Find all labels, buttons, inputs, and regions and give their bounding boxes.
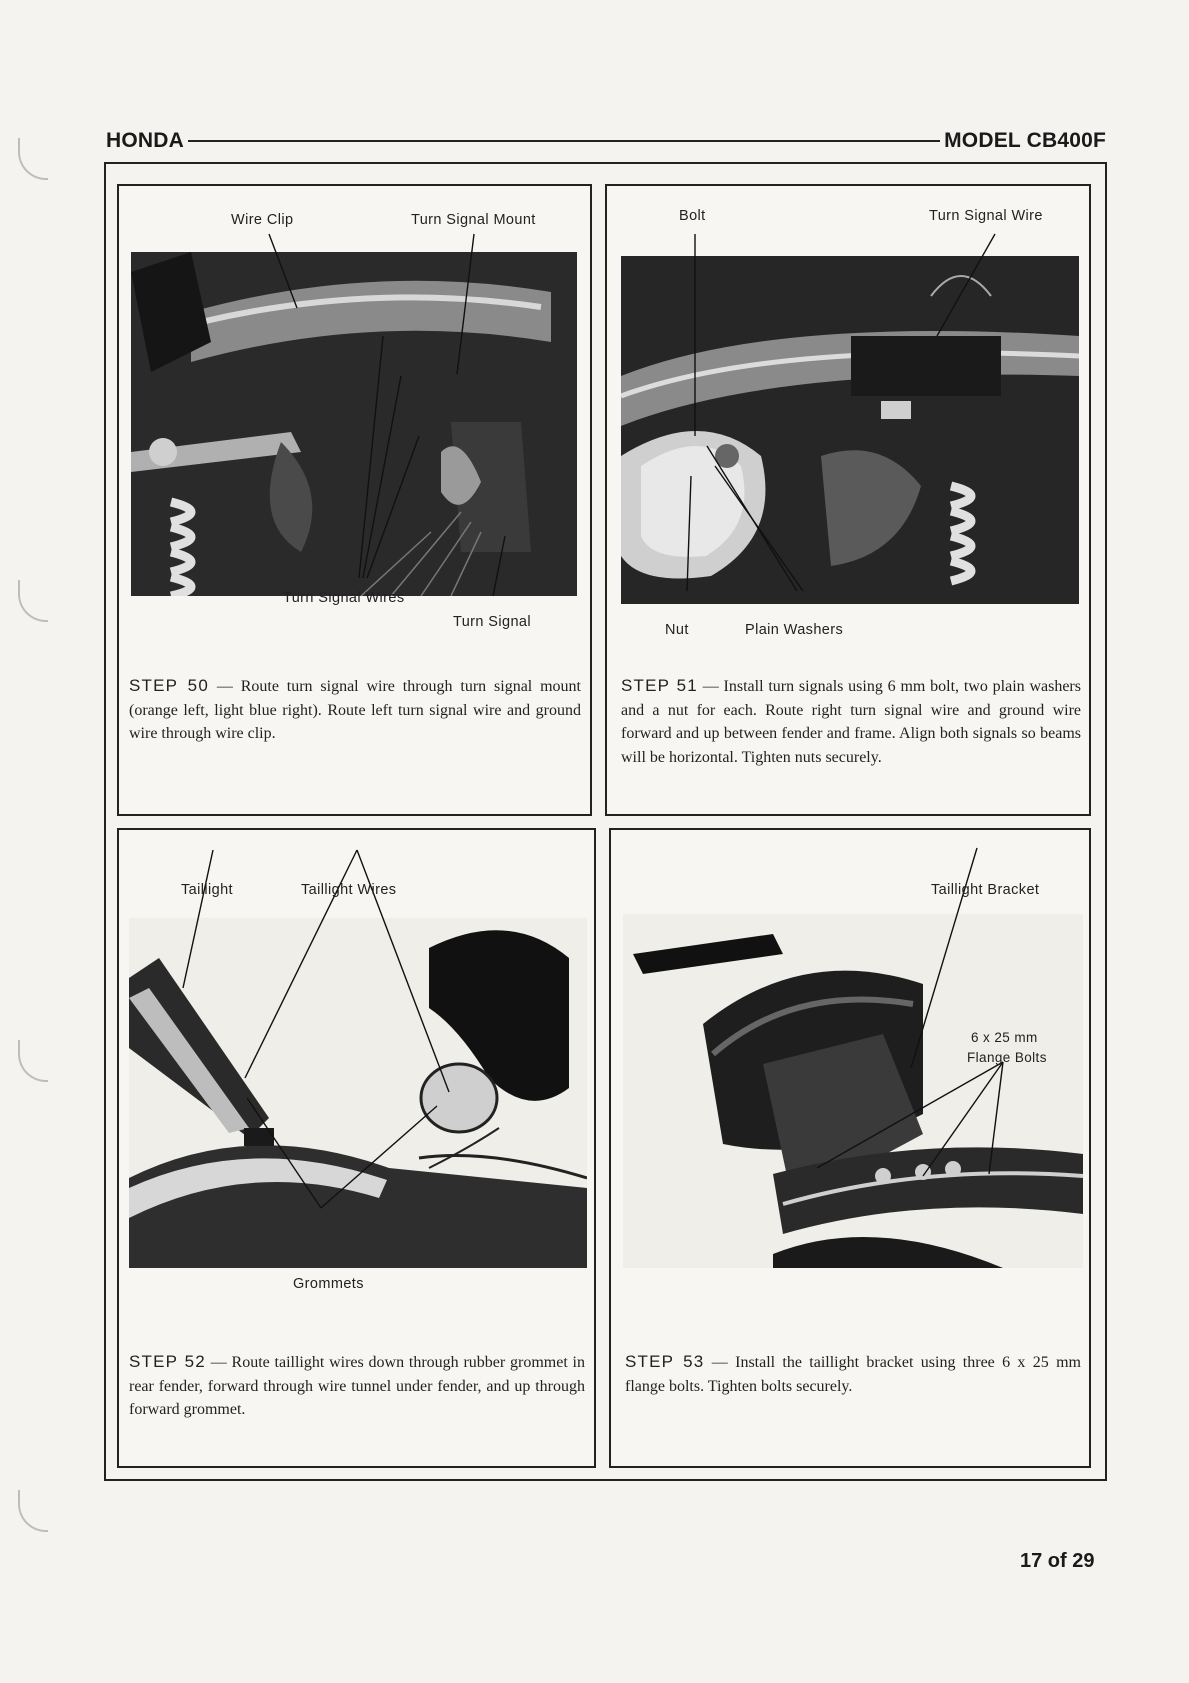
binder-hole xyxy=(18,1490,48,1532)
binder-hole xyxy=(18,580,48,622)
header-rule xyxy=(188,140,940,142)
callout-taillight: Taillight xyxy=(181,882,233,898)
callout-turn-signal-wires: Turn Signal Wires xyxy=(283,590,405,606)
step-53-label: STEP 53 xyxy=(625,1352,705,1371)
step-50-body: Route turn signal wire through turn signal mount (orange left, light blue right). Route left turn signal wire and ground wire through wire clip. xyxy=(129,678,581,742)
panel-step-51 xyxy=(605,184,1091,816)
page-number: 17 of 29 xyxy=(1020,1550,1095,1572)
header-model: MODEL CB400F xyxy=(944,129,1106,152)
callout-flange-bolts: Flange Bolts xyxy=(967,1050,1047,1065)
callout-taillight-bracket: Taillight Bracket xyxy=(931,882,1040,898)
panel-step-52 xyxy=(117,828,596,1468)
step-53-body: Install the taillight bracket using three 6 x 25 mm flange bolts. Tighten bolts securely. xyxy=(625,1354,1081,1395)
step-51-label: STEP 51 xyxy=(621,676,698,695)
callout-turn-signal-wire: Turn Signal Wire xyxy=(929,208,1043,224)
binder-hole xyxy=(18,1040,48,1082)
step-52-body: Route taillight wires down through rubber grommet in rear fender, forward through wire tunnel under fender, and up through forward grommet. xyxy=(129,1354,585,1418)
binder-hole xyxy=(18,138,48,180)
callout-turn-signal: Turn Signal xyxy=(453,614,532,630)
step-53-text: STEP 53 — Install the taillight bracket using three 6 x 25 mm flange bolts. Tighten bolts securely. xyxy=(625,1352,1081,1395)
callout-nut: Nut xyxy=(665,622,689,638)
step-51-text: STEP 51 — Install turn signals using 6 mm bolt, two plain washers and a nut for each. Route right turn signal wire and ground wire forward and up between fender and frame. Align both signals so beams will be horizontal. Tighten nuts securely. xyxy=(621,676,1081,766)
photo-taillight-bracket xyxy=(623,914,1083,1268)
photo-taillight-wires xyxy=(129,918,587,1268)
panel-step-53 xyxy=(609,828,1091,1468)
step-51-body: Install turn signals using 6 mm bolt, two plain washers and a nut for each. Route right turn signal wire and ground wire forward and up between fender and frame. Align both signals so beams will be horizontal. Tighten nuts securely. xyxy=(621,678,1081,766)
step-50-text: STEP 50 — Route turn signal wire through turn signal mount (orange left, light blue right). Route left turn signal wire and ground wire through wire clip. xyxy=(129,676,581,742)
step-50-label: STEP 50 xyxy=(129,676,209,695)
callout-taillight-wires: Taillight Wires xyxy=(301,882,397,898)
step-52-text: STEP 52 — Route taillight wires down through rubber grommet in rear fender, forward through wire tunnel under fender, and up through forward grommet. xyxy=(129,1352,585,1418)
callout-flange-bolts-size: 6 x 25 mm xyxy=(971,1030,1038,1045)
callout-grommets: Grommets xyxy=(293,1276,364,1292)
callout-plain-washers: Plain Washers xyxy=(745,622,844,638)
callout-wire-clip: Wire Clip xyxy=(231,212,294,228)
photo-turn-signal-mount xyxy=(131,252,577,596)
photo-turn-signal-install xyxy=(621,256,1079,604)
callout-bolt: Bolt xyxy=(679,208,706,224)
callout-turn-signal-mount: Turn Signal Mount xyxy=(411,212,536,228)
page-header xyxy=(106,126,1106,156)
panel-step-50 xyxy=(117,184,592,816)
step-52-label: STEP 52 xyxy=(129,1352,206,1371)
header-brand: HONDA xyxy=(106,129,184,152)
